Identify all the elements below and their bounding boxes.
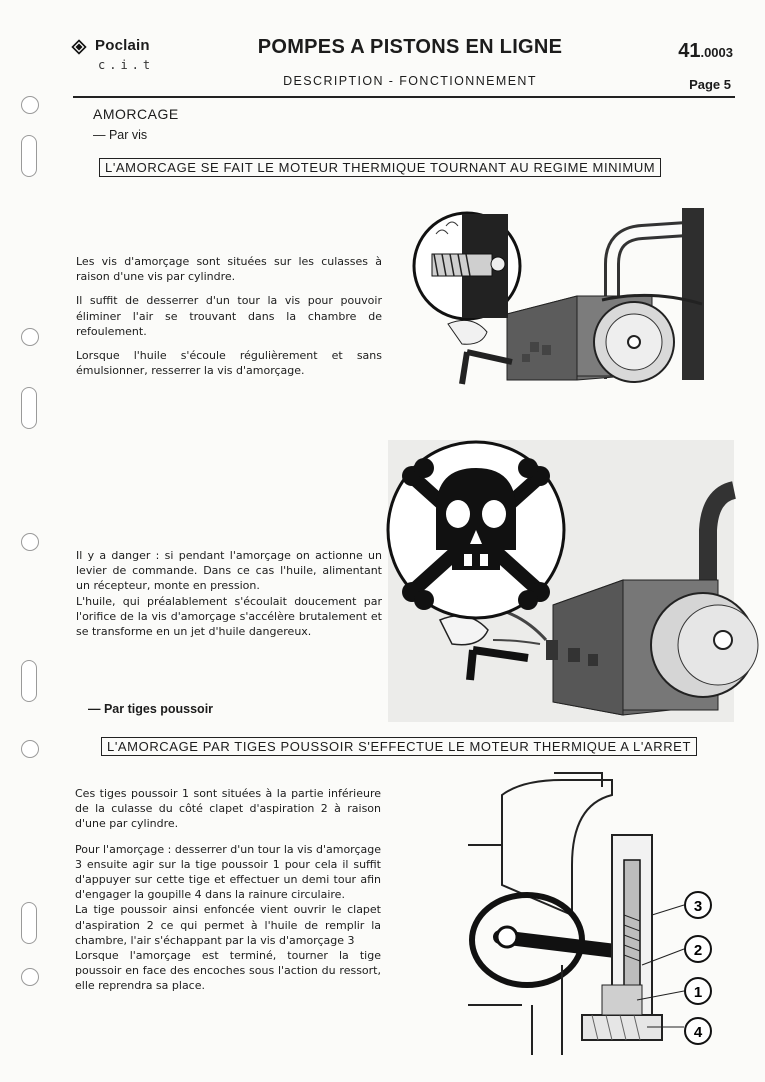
paragraph-block-screw bbox=[76, 254, 382, 378]
paragraph-block-danger bbox=[76, 548, 382, 639]
section-title: AMORCAGE bbox=[93, 106, 179, 122]
paragraph: Il suffit de desserrer d'un tour la vis pour pouvoir éliminer l'air se trouvant dans la chambre de refoulement. bbox=[76, 294, 382, 338]
document-title: POMPES A PISTONS EN LIGNE bbox=[257, 36, 563, 58]
binder-hole bbox=[21, 135, 37, 177]
callout-1 bbox=[685, 978, 711, 1004]
poclain-diamond-icon bbox=[72, 40, 86, 54]
paragraph: Lorsque l'huile s'écoule régulièrement et sans émulsionner, resserrer la vis d'amorçage. bbox=[76, 349, 382, 378]
danger-illustration bbox=[388, 440, 734, 722]
callout-2 bbox=[685, 936, 711, 962]
brand-subtitle: c.i.t bbox=[98, 58, 155, 72]
callout-label: 3 bbox=[693, 898, 703, 915]
callout-label: 2 bbox=[693, 942, 703, 959]
binder-hole bbox=[21, 96, 39, 114]
subsection-heading-screw: — Par vis bbox=[93, 128, 148, 142]
binder-hole bbox=[21, 533, 39, 551]
paragraph: Les vis d'amorçage sont situées sur les culasses à raison d'une vis par cylindre. bbox=[76, 255, 382, 284]
subsection-heading-pushrod: — Par tiges poussoir bbox=[88, 702, 214, 716]
paragraph: Il y a danger : si pendant l'amorçage on actionne un levier de commande. Dans ce cas l'huile, alimentant un récepteur, monte en pression. bbox=[76, 549, 382, 593]
callout-4 bbox=[685, 1018, 711, 1044]
page-number: Page 5 bbox=[689, 77, 731, 92]
boxed-instruction-screw: L'AMORCAGE SE FAIT LE MOTEUR THERMIQUE TOURNANT AU REGIME MINIMUM bbox=[99, 158, 661, 177]
paragraph: La tige poussoir ainsi enfoncée vient ouvrir le clapet d'aspiration 2 ce qui permet à l'huile de remplir la chambre, l'air s'échappant par la vis d'amorçage 3 bbox=[75, 903, 381, 947]
callout-label: 4 bbox=[693, 1024, 703, 1041]
callout-label: 1 bbox=[693, 984, 703, 1001]
paragraph: Ces tiges poussoir 1 sont situées à la partie inférieure de la culasse du côté clapet d'aspiration 2 à raison d'une par cylindre. bbox=[75, 787, 381, 831]
binder-hole bbox=[21, 328, 39, 346]
binder-hole bbox=[21, 660, 37, 702]
header-divider bbox=[73, 96, 735, 98]
paragraph: Pour l'amorçage : desserrer d'un tour la vis d'amorçage 3 ensuite agir sur la tige poussoir 1 pour cela il suffit d'appuyer sur cette tige et effectuer un demi tour afin d'engager la goupille 4 dans la rainure circulaire. bbox=[75, 842, 381, 902]
binder-hole bbox=[21, 968, 39, 986]
paragraph-block-pushrod bbox=[75, 786, 381, 994]
bleed-screw-illustration bbox=[412, 204, 712, 384]
paragraph: L'huile, qui préalablement s'écoulait doucement par l'orifice de la vis d'amorçage s'accélère brutalement et se transforme en un jet d'huile dangereux. bbox=[76, 594, 382, 639]
document-number-suffix: .0003 bbox=[700, 45, 733, 60]
callout-3 bbox=[685, 892, 711, 918]
pushrod-cross-section bbox=[462, 765, 722, 1055]
brand-name: Poclain bbox=[95, 37, 150, 54]
document-subtitle: DESCRIPTION - FONCTIONNEMENT bbox=[283, 74, 537, 88]
document-number-main: 41 bbox=[678, 40, 701, 62]
binder-hole bbox=[21, 902, 37, 944]
paragraph: Lorsque l'amorçage est terminé, tourner la tige poussoir en face des encoches sous l'action du ressort, elle reprendra sa place. bbox=[75, 949, 381, 993]
binder-hole bbox=[21, 740, 39, 758]
boxed-instruction-pushrod: L'AMORCAGE PAR TIGES POUSSOIR S'EFFECTUE LE MOTEUR THERMIQUE A L'ARRET bbox=[101, 737, 697, 756]
binder-hole bbox=[21, 387, 37, 429]
document-number bbox=[678, 40, 733, 63]
